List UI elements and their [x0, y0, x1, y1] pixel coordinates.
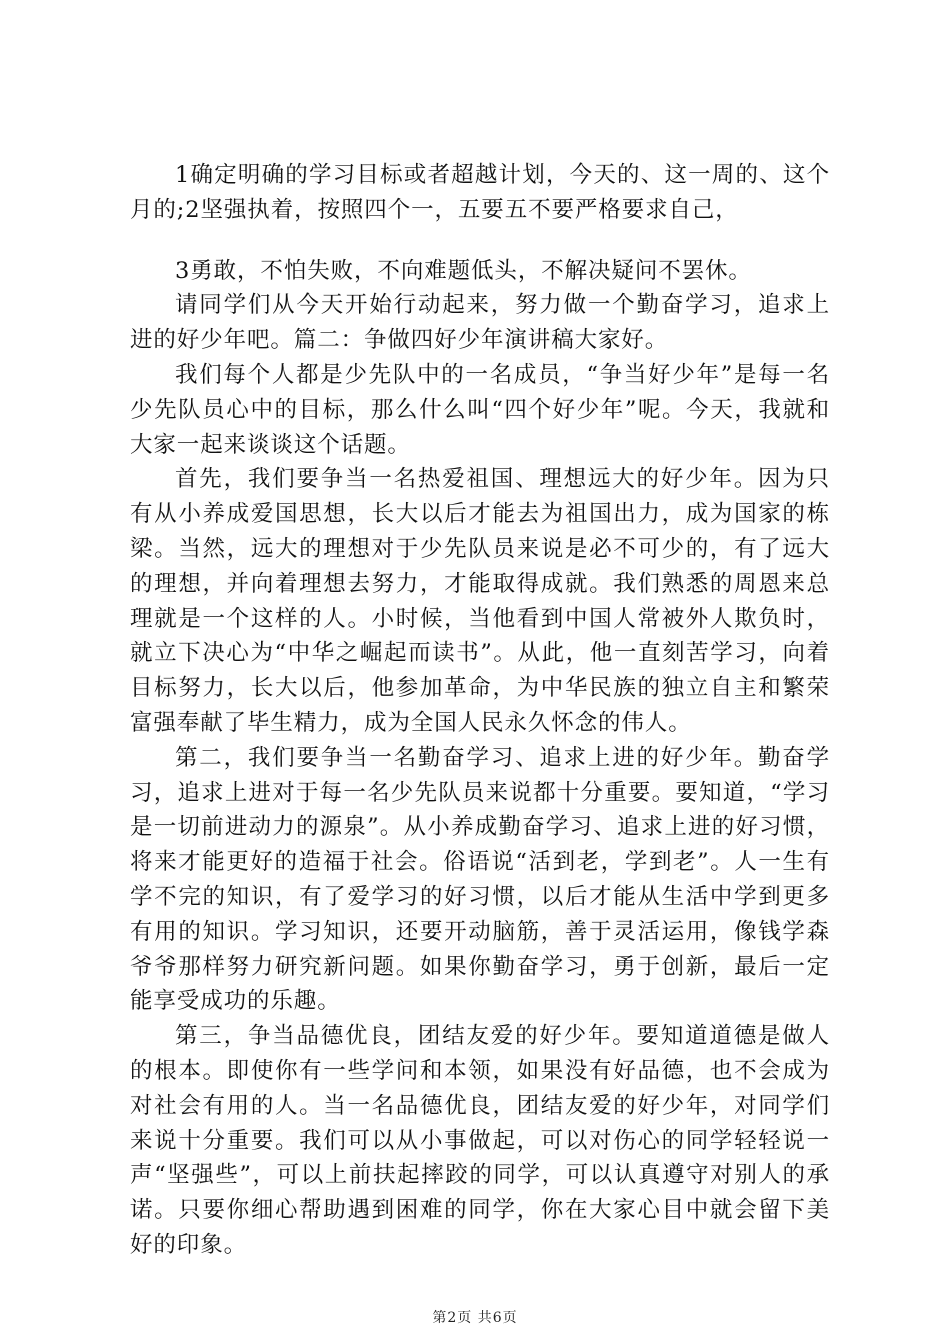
paragraph: 首先，我们要争当一名热爱祖国、理想远大的好少年。因为只有从小养成爱国思想，长大以后才能去为祖国出力，成为国家的栋梁。当然，远大的理想对于少先队员来说是必不可少的，有了远大的理想，并向着理想去努力，才能取得成就。我们熟悉的周恩来总理就是一个这样的人。小时候，当他看到中国人常被外人欺负时，就立下决心为“中华之崛起而读书”。从此，他一直刻苦学习，向着目标努力，长大以后，他参加革命，为中华民族的独立自主和繁荣富强奉献了毕生精力，成为全国人民永久怀念的伟人。	[130, 466, 830, 736]
paragraph: 我们每个人都是少先队中的一名成员，“争当好少年”是每一名少先队员心中的目标，那么什么叫“四个好少年”呢。今天，我就和大家一起来谈谈这个话题。	[130, 361, 830, 458]
paragraph: 1确定明确的学习目标或者超越计划，今天的、这一周的、这个月的;2坚强执着，按照四个一，五要五不要严格要求自己，	[130, 162, 830, 223]
paragraph: 请同学们从今天开始行动起来，努力做一个勤奋学习，追求上进的好少年吧。篇二：争做四好少年演讲稿大家好。	[130, 292, 830, 354]
paragraph: 3勇敢，不怕失败，不向难题低头，不解决疑问不罢休。	[175, 257, 752, 284]
paragraph-gap	[130, 228, 830, 254]
document-body	[130, 158, 830, 1263]
paragraph: 第二，我们要争当一名勤奋学习、追求上进的好少年。勤奋学习，追求上进对于每一名少先队员来说都十分重要。要知道，“学习是一切前进动力的源泉”。从小养成勤奋学习、追求上进的好习惯，将来才能更好的造福于社会。俗语说“活到老，学到老”。人一生有学不完的知识，有了爱学习的好习惯，以后才能从生活中学到更多有用的知识。学习知识，还要开动脑筋，善于灵活运用，像钱学森爷爷那样努力研究新问题。如果你勤奋学习，勇于创新，最后一定能享受成功的乐趣。	[130, 744, 830, 1015]
paragraph: 第三，争当品德优良，团结友爱的好少年。要知道道德是做人的根本。即使你有一些学问和本领，如果没有好品德，也不会成为对社会有用的人。当一名品德优良，团结友爱的好少年，对同学们来说十分重要。我们可以从小事做起，可以对伤心的同学轻轻说一声“坚强些”，可以上前扶起摔跤的同学，可以认真遵守对别人的承诺。只要你细心帮助遇到困难的同学，你在大家心目中就会留下美好的印象。	[130, 1023, 830, 1258]
page-number-footer: 第2页 共6页	[432, 1310, 518, 1326]
